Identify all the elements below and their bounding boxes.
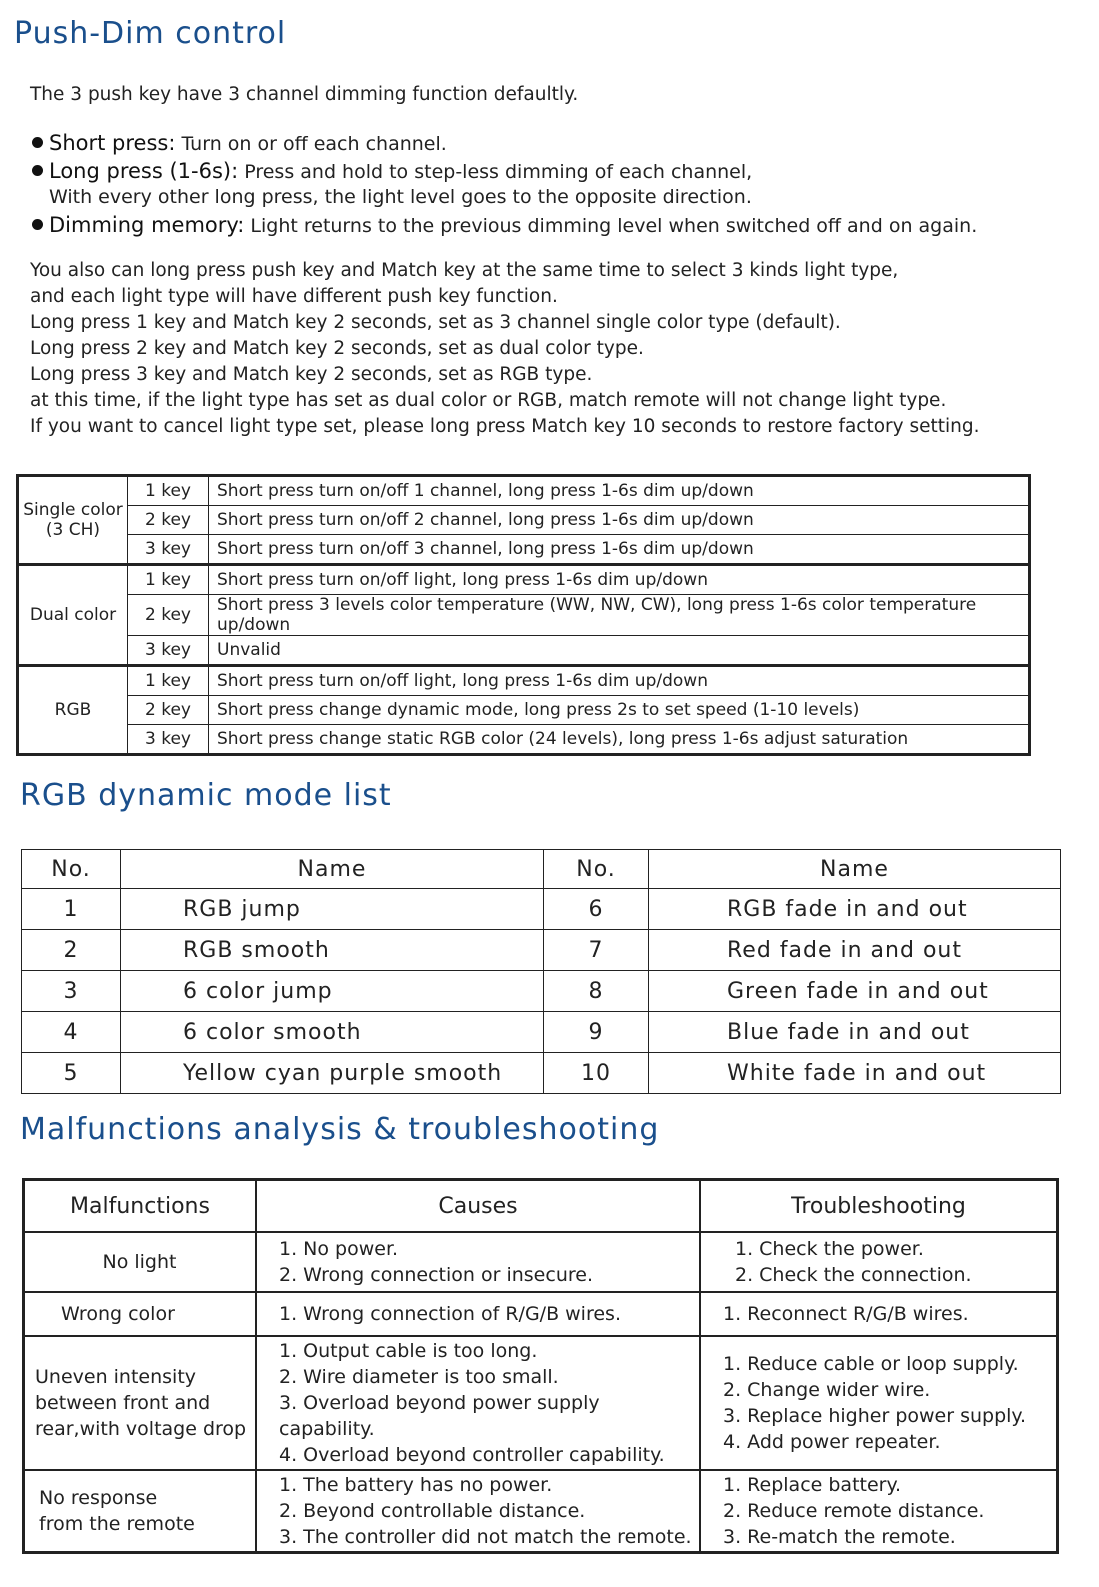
fix-line: 3. Replace higher power supply.: [723, 1405, 1027, 1427]
fix-line: 2. Change wider wire.: [723, 1379, 931, 1401]
fix-line: 1. Reconnect R/G/B wires.: [723, 1303, 969, 1325]
group-cell-single-color: [18, 476, 128, 565]
section-title-rgb-modes: RGB dynamic mode list: [20, 778, 392, 813]
column-header: No.: [22, 850, 121, 889]
malfunction-line: Wrong color: [61, 1303, 175, 1325]
bullet-term: Dimming memory:: [49, 213, 245, 237]
mode-number: 7: [544, 930, 649, 971]
key-cell: 3 key: [128, 636, 209, 666]
bullet-dot: [32, 165, 43, 176]
fix-line: 3. Re-match the remote.: [723, 1526, 956, 1548]
paragraph-line: and each light type will have different push key function.: [30, 286, 558, 307]
malfunction-cell: [24, 1336, 257, 1470]
table-row: [22, 889, 1061, 930]
mode-number: 3: [22, 971, 121, 1012]
malfunction-cell: [24, 1232, 257, 1292]
desc-cell: Short press turn on/off 2 channel, long press 1-6s dim up/down: [209, 506, 1030, 535]
bullet-dimming-memory: [32, 213, 977, 237]
bullet-dot: [32, 219, 43, 230]
malfunction-table: [22, 1178, 1059, 1554]
table-row: [18, 565, 1030, 595]
group-cell-dual-color: Dual color: [18, 565, 128, 666]
bullet-text: Turn on or off each channel.: [175, 133, 447, 155]
paragraph-line: Long press 3 key and Match key 2 seconds, set as RGB type.: [30, 364, 593, 385]
table-row: [18, 666, 1030, 696]
mode-name: Blue fade in and out: [649, 1012, 1061, 1053]
key-cell: 1 key: [128, 565, 209, 595]
cause-line: 1. The battery has no power.: [279, 1474, 553, 1496]
cause-line: 1. Wrong connection of R/G/B wires.: [279, 1303, 621, 1325]
table-row: [18, 636, 1030, 666]
malfunction-line: rear,with voltage drop: [35, 1418, 247, 1440]
table-row: [18, 535, 1030, 565]
column-header: No.: [544, 850, 649, 889]
mode-name: Yellow cyan purple smooth: [121, 1053, 544, 1094]
cause-line: 4. Overload beyond controller capability.: [279, 1444, 665, 1466]
bullet-dot: [32, 137, 43, 148]
table-row: [22, 1012, 1061, 1053]
causes-cell: [256, 1232, 700, 1292]
key-cell: 3 key: [128, 725, 209, 755]
desc-cell: Short press turn on/off light, long press 1-6s dim up/down: [209, 666, 1030, 696]
group-label: Single color: [23, 500, 123, 520]
cause-line: 3. Overload beyond power supply capability.: [279, 1392, 600, 1440]
cause-line: 1. Output cable is too long.: [279, 1340, 538, 1362]
intro-text: The 3 push key have 3 channel dimming function defaultly.: [30, 84, 579, 105]
mode-number: 5: [22, 1053, 121, 1094]
fix-cell: [700, 1470, 1058, 1553]
paragraph-line: Long press 1 key and Match key 2 seconds, set as 3 channel single color type (default).: [30, 312, 841, 333]
fix-cell: [700, 1292, 1058, 1336]
mode-number: 2: [22, 930, 121, 971]
malfunction-line: No light: [102, 1251, 177, 1273]
key-cell: 1 key: [128, 476, 209, 506]
bullet-term: Short press:: [49, 131, 176, 155]
column-header: Causes: [256, 1180, 700, 1233]
table-row: [18, 506, 1030, 535]
table-row: [18, 696, 1030, 725]
malfunction-line: between front and: [35, 1392, 211, 1414]
cause-line: 2. Wire diameter is too small.: [279, 1366, 559, 1388]
table-row: [24, 1292, 1058, 1336]
bullet-short-press: [32, 131, 447, 155]
column-header: Troubleshooting: [700, 1180, 1058, 1233]
fix-cell: [700, 1232, 1058, 1292]
bullet-long-press: [32, 159, 752, 183]
malfunction-line: No response: [39, 1487, 158, 1509]
desc-cell: Short press turn on/off light, long press 1-6s dim up/down: [209, 565, 1030, 595]
mode-number: 10: [544, 1053, 649, 1094]
table-row: [22, 930, 1061, 971]
table-row: [24, 1232, 1058, 1292]
table-header-row: [24, 1180, 1058, 1233]
table-row: [24, 1336, 1058, 1470]
fix-line: 1. Reduce cable or loop supply.: [723, 1353, 1019, 1375]
key-cell: 2 key: [128, 696, 209, 725]
table-header-row: [22, 850, 1061, 889]
malfunction-cell: [24, 1470, 257, 1553]
causes-cell: [256, 1336, 700, 1470]
key-function-table: [16, 474, 1031, 756]
table-row: [22, 1053, 1061, 1094]
key-cell: 2 key: [128, 595, 209, 636]
desc-cell: Short press turn on/off 3 channel, long press 1-6s dim up/down: [209, 535, 1030, 565]
bullet-long-press-continued: [49, 186, 752, 208]
mode-name: 6 color smooth: [121, 1012, 544, 1053]
fix-line: 2. Check the connection.: [735, 1264, 972, 1286]
group-cell-rgb: RGB: [18, 666, 128, 755]
fix-line: 1. Replace battery.: [723, 1474, 902, 1496]
cause-line: 2. Beyond controllable distance.: [279, 1500, 586, 1522]
bullet-text: With every other long press, the light level goes to the opposite direction.: [49, 186, 752, 208]
column-header: Name: [649, 850, 1061, 889]
desc-cell: Short press change dynamic mode, long press 2s to set speed (1-10 levels): [209, 696, 1030, 725]
paragraph-line: You also can long press push key and Match key at the same time to select 3 kinds light type,: [30, 260, 899, 281]
column-header: Name: [121, 850, 544, 889]
key-cell: 1 key: [128, 666, 209, 696]
mode-number: 6: [544, 889, 649, 930]
mode-number: 9: [544, 1012, 649, 1053]
bullet-text: Light returns to the previous dimming level when switched off and on again.: [244, 215, 978, 237]
causes-cell: [256, 1470, 700, 1553]
desc-cell: Unvalid: [209, 636, 1030, 666]
table-row: [22, 971, 1061, 1012]
mode-name: Red fade in and out: [649, 930, 1061, 971]
paragraph-line: If you want to cancel light type set, please long press Match key 10 seconds to restore factory setting.: [30, 416, 980, 437]
key-cell: 2 key: [128, 506, 209, 535]
fix-line: 2. Reduce remote distance.: [723, 1500, 985, 1522]
cause-line: 2. Wrong connection or insecure.: [279, 1264, 593, 1286]
mode-number: 1: [22, 889, 121, 930]
malfunction-line: Uneven intensity: [35, 1366, 197, 1388]
mode-name: RGB fade in and out: [649, 889, 1061, 930]
mode-name: Green fade in and out: [649, 971, 1061, 1012]
desc-cell: Short press change static RGB color (24 levels), long press 1-6s adjust saturation: [209, 725, 1030, 755]
mode-number: 8: [544, 971, 649, 1012]
fix-line: 4. Add power repeater.: [723, 1431, 941, 1453]
bullet-term: Long press (1-6s):: [49, 159, 239, 183]
key-cell: 3 key: [128, 535, 209, 565]
paragraph-line: Long press 2 key and Match key 2 seconds, set as dual color type.: [30, 338, 644, 359]
causes-cell: [256, 1292, 700, 1336]
section-title-push-dim: Push-Dim control: [14, 16, 287, 51]
table-row: [18, 725, 1030, 755]
mode-number: 4: [22, 1012, 121, 1053]
group-sublabel: (3 CH): [45, 520, 101, 540]
desc-cell: Short press turn on/off 1 channel, long press 1-6s dim up/down: [209, 476, 1030, 506]
bullet-text: Press and hold to step-less dimming of each channel,: [238, 161, 753, 183]
table-row: [18, 595, 1030, 636]
column-header: Malfunctions: [24, 1180, 257, 1233]
section-title-malfunctions: Malfunctions analysis & troubleshooting: [20, 1112, 660, 1147]
mode-name: RGB jump: [121, 889, 544, 930]
mode-name: 6 color jump: [121, 971, 544, 1012]
fix-line: 1. Check the power.: [735, 1238, 924, 1260]
fix-cell: [700, 1336, 1058, 1470]
mode-name: White fade in and out: [649, 1053, 1061, 1094]
mode-name: RGB smooth: [121, 930, 544, 971]
cause-line: 1. No power.: [279, 1238, 399, 1260]
malfunction-cell: [24, 1292, 257, 1336]
table-row: [24, 1470, 1058, 1553]
cause-line: 3. The controller did not match the remote.: [279, 1526, 692, 1548]
malfunction-line: from the remote: [39, 1513, 195, 1535]
rgb-mode-table: [21, 849, 1061, 1094]
table-row: [18, 476, 1030, 506]
paragraph-line: at this time, if the light type has set as dual color or RGB, match remote will not change light type.: [30, 390, 947, 411]
desc-cell: Short press 3 levels color temperature (WW, NW, CW), long press 1-6s color temperature up/down: [209, 595, 1030, 636]
